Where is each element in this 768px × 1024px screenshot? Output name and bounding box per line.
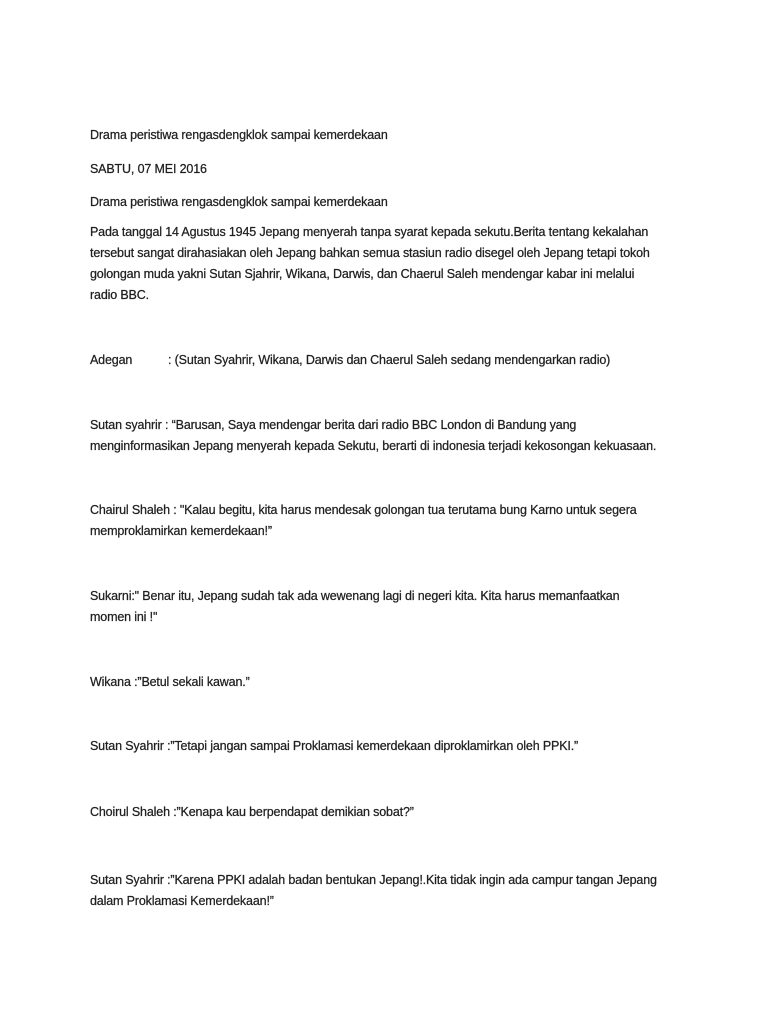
dialogue-line: Sutan syahrir : “Barusan, Saya mendengar berita dari radio BBC London di Bandung yang [90, 418, 577, 432]
dialogue-line: Sutan Syahrir :”Karena PPKI adalah badan bentukan Jepang!.Kita tidak ingin ada campur tangan Jepang [90, 873, 657, 887]
document-title: Drama peristiwa rengasdengklok sampai kemerdekaan [90, 128, 388, 142]
dialogue-line: Sutan Syahrir :”Tetapi jangan sampai Proklamasi kemerdekaan diproklamirkan oleh PPKI.” [90, 739, 579, 753]
dialogue-line: Wikana :”Betul sekali kawan.” [90, 675, 250, 689]
dialogue-line: dalam Proklamasi Kemerdekaan!” [90, 894, 274, 908]
dialogue-line: memproklamirkan kemerdekaan!” [90, 524, 272, 538]
dialogue-line: momen ini !" [90, 610, 158, 624]
scene-text: : (Sutan Syahrir, Wikana, Darwis dan Chaerul Saleh sedang mendengarkan radio) [168, 353, 611, 367]
intro-line: Pada tanggal 14 Agustus 1945 Jepang menyerah tanpa syarat kepada sekutu.Berita tentang kekalahan [90, 225, 649, 239]
dialogue-line: Chairul Shaleh : "Kalau begitu, kita harus mendesak golongan tua terutama bung Karno untuk segera [90, 503, 637, 517]
dialogue-line: Sukarni:" Benar itu, Jepang sudah tak ada wewenang lagi di negeri kita. Kita harus memanfaatkan [90, 589, 620, 603]
dialogue-line: menginformasikan Jepang menyerah kepada Sekutu, berarti di indonesia terjadi kekosongan kekuasaan. [90, 439, 657, 453]
scene-direction [90, 350, 690, 371]
dialogue-line: Choirul Shaleh :”Kenapa kau berpendapat demikian sobat?” [90, 805, 414, 819]
intro-line: radio BBC. [90, 288, 149, 302]
intro-line: tersebut sangat dirahasiakan oleh Jepang bahkan semua stasiun radio disegel oleh Jepang tetapi tokoh [90, 246, 650, 260]
document-date: SABTU, 07 MEI 2016 [90, 162, 207, 176]
document-subtitle: Drama peristiwa rengasdengklok sampai kemerdekaan [90, 195, 388, 209]
scene-label: Adegan [90, 353, 133, 367]
intro-line: golongan muda yakni Sutan Sjahrir, Wikana, Darwis, dan Chaerul Saleh mendengar kabar ini melalui [90, 267, 635, 281]
